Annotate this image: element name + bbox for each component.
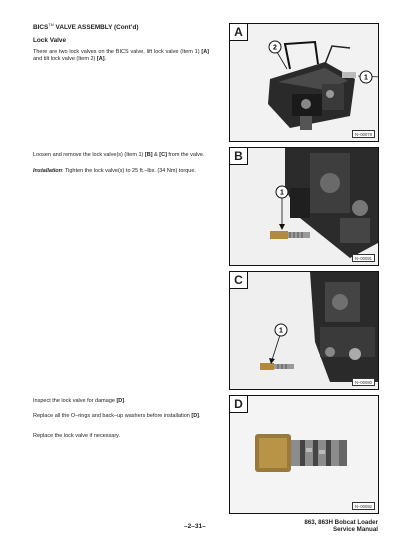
figure-d-label: D xyxy=(230,396,248,413)
paragraph-installation: Installation: Tighten the lock valve(s) to 25 ft.–lbs. (34 Nm) torque. xyxy=(33,168,196,174)
paragraph-replace-orings: Replace all the O–rings and back–up washers before installation [D]. xyxy=(33,413,201,419)
figure-d xyxy=(229,395,379,514)
callout-1: 1 xyxy=(280,189,284,197)
figure-a-code: N–00078 xyxy=(352,130,375,138)
footer-manual: Service Manual xyxy=(332,526,378,533)
figure-a-callouts xyxy=(230,24,378,141)
figure-d-code: N–00092 xyxy=(352,502,375,510)
callout-1: 1 xyxy=(279,327,283,335)
figure-c-label: C xyxy=(230,272,248,289)
footer-manual-info xyxy=(304,519,378,533)
figure-c xyxy=(229,271,379,390)
figure-b-label: B xyxy=(230,148,248,165)
paragraph-replace-valve: Replace the lock valve if necessary. xyxy=(33,433,121,439)
page-number: –2–31– xyxy=(184,523,206,530)
figure-a xyxy=(229,23,379,142)
figure-b-code: N–00091 xyxy=(352,254,375,262)
figure-b-callouts xyxy=(230,148,378,265)
callout-1: 1 xyxy=(364,74,368,82)
paragraph-remove: Loosen and remove the lock valve(s) (Item 1) [B] & [C] from the valve. xyxy=(33,152,205,158)
section-title: BICS™ VALVE ASSEMBLY (Cont’d) xyxy=(33,23,139,32)
paragraph-inspect: Inspect the lock valve for damage [D]. xyxy=(33,398,126,404)
lock-valve-closeup-photo xyxy=(230,396,378,513)
subsection-heading: Lock Valve xyxy=(33,37,67,44)
figure-c-callouts xyxy=(230,272,378,389)
paragraph-intro: There are two lock valves on the BICS valve, lift lock valve (Item 1) [A] and tilt lock valve (Item 2) [A]. xyxy=(33,49,209,62)
footer-model: 863, 863H Bobcat Loader xyxy=(304,519,378,526)
figure-c-code: N–00080 xyxy=(352,378,375,386)
figure-a-label: A xyxy=(230,24,248,41)
callout-2: 2 xyxy=(273,44,277,52)
figure-b xyxy=(229,147,379,266)
